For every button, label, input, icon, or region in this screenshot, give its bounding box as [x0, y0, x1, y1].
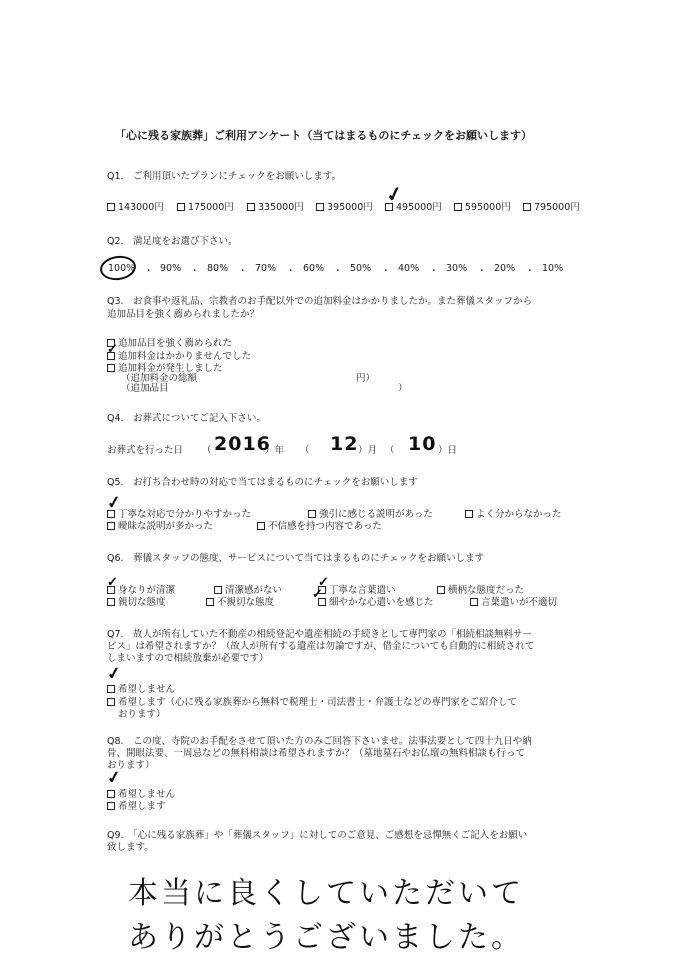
paren-open: （ [385, 445, 395, 456]
q7-option[interactable]: 希望します（心に残る家族葬から無料で税理士・司法書士・弁護士などの専門家をご紹介して [107, 694, 517, 708]
separator: ・ [429, 266, 439, 277]
q7-question-cont: ビス」は希望されますか？（故人が所有する遺産は勿論ですが、借金についても自動的に相続されて [107, 641, 535, 652]
month-value[interactable]: 12 [330, 433, 359, 455]
checkmark-icon: ✓ [105, 663, 123, 685]
checkmark-icon: ✓ [383, 180, 406, 208]
q1-option-checked[interactable]: 495000円 [385, 199, 442, 213]
month-unit: ）月 [358, 445, 378, 456]
separator: ・ [381, 266, 391, 277]
q2-option[interactable]: 10% [542, 263, 564, 274]
q5-option-checked[interactable]: 丁寧な対応で分かりやすかった [107, 506, 251, 520]
year-unit: ）年 [265, 445, 285, 456]
q5-option[interactable]: 不信感を持つ内容であった [257, 518, 382, 532]
handwritten-answer-cont: ありがとうございました。 [128, 920, 524, 955]
q2-option[interactable]: 90% [160, 263, 182, 274]
day-unit: ）日 [438, 445, 458, 456]
q7-option-checked[interactable]: 希望しません [107, 681, 175, 695]
q3-detail-items-close: ） [398, 383, 408, 394]
checkbox[interactable] [257, 522, 265, 530]
q3-question: Q3. お食事や返礼品、宗教者のお手配以外での追加料金はかかりましたか。また葬儀スタッフから [107, 296, 533, 307]
checkmark-icon: ✓ [318, 575, 329, 590]
checkbox[interactable] [308, 510, 316, 518]
q8-option[interactable]: 希望します [107, 798, 166, 812]
separator: ・ [144, 266, 154, 277]
checkbox[interactable] [454, 203, 462, 211]
separator: ・ [286, 266, 296, 277]
handwritten-answer: 本当に良くしていただいて [128, 876, 524, 911]
separator: ・ [190, 266, 200, 277]
q2-option[interactable]: 40% [398, 263, 420, 274]
checkbox[interactable] [107, 685, 115, 693]
q2-option[interactable]: 70% [255, 263, 277, 274]
checkbox[interactable] [465, 510, 473, 518]
separator: ・ [525, 266, 535, 277]
q3-option[interactable]: 追加品目を強く薦められた [107, 335, 232, 349]
q3-option[interactable]: 追加料金が発生しました [107, 360, 223, 374]
checkmark-icon: ✓ [312, 587, 323, 602]
checkbox[interactable] [107, 698, 115, 706]
checkmark-icon: ✓ [107, 575, 118, 590]
checkbox[interactable] [107, 790, 115, 798]
year-value[interactable]: 2016 [214, 433, 271, 455]
q8-question-cont: おります） [107, 760, 155, 771]
checkbox[interactable] [437, 586, 445, 594]
separator: ・ [333, 266, 343, 277]
q6-question: Q6. 葬儀スタッフの態度、サービスについて当てはまるものにチェックをお願いします [107, 553, 485, 564]
checkbox[interactable] [214, 586, 222, 594]
q2-option[interactable]: 50% [350, 263, 372, 274]
q9-question: Q9. 「心に残る家族葬」や「葬儀スタッフ」に対してのご意見、ご感想を忌憚無くご記入をお願い [107, 830, 528, 841]
checkbox[interactable] [247, 203, 255, 211]
q1-option[interactable]: 595000円 [454, 199, 511, 213]
checkbox[interactable] [107, 802, 115, 810]
q1-option[interactable]: 795000円 [523, 199, 580, 213]
separator: ・ [238, 266, 248, 277]
q5-option[interactable]: よく分からなかった [465, 506, 562, 520]
q1-option[interactable]: 143000円 [107, 199, 164, 213]
checkmark-icon: ✓ [105, 767, 123, 789]
q8-question: Q8. この度、寺院のお手配をさせて頂いた方のみご回答下さいませ。法事法要として四十九日や納 [107, 736, 532, 747]
q1-option[interactable]: 335000円 [247, 199, 304, 213]
q9-question-cont: 致します。 [107, 842, 154, 853]
checkbox[interactable] [107, 522, 115, 530]
q6-option[interactable]: 清潔感がない [214, 582, 282, 596]
checkbox[interactable] [107, 364, 115, 372]
q1-option[interactable]: 175000円 [177, 199, 234, 213]
q7-question-cont: しまいますので相続放棄が必要です） [107, 653, 269, 664]
q7-question: Q7. 故人が所有していた不動産の相続登記や遺産相続の手続きとして専門家の「相続相談無料サー [107, 629, 533, 640]
q3-detail-total: （追加料金の総額 [121, 373, 198, 384]
checkbox[interactable] [523, 203, 531, 211]
q6-option[interactable]: 不親切な態度 [206, 594, 274, 608]
q2-question: Q2. 満足度をお選び下さい。 [107, 236, 238, 247]
q1-option[interactable]: 395000円 [316, 199, 373, 213]
page-title: 「心に残る家族葬」ご利用アンケート（当てはまるものにチェックをお願いします） [115, 129, 533, 142]
q5-option[interactable]: 強引に感じる説明があった [308, 506, 433, 520]
paren-open: （ [300, 445, 310, 456]
q5-option[interactable]: 曖昧な説明が多かった [107, 518, 213, 532]
q2-option[interactable]: 30% [446, 263, 468, 274]
q4-label: お葬式を行った日 [107, 445, 184, 456]
q3-question-cont: 追加品目を強く薦められましたか？ [107, 309, 260, 320]
q6-option-checked[interactable]: 身なりが清潔 [107, 582, 175, 596]
q6-option[interactable]: 言葉遣いが不適切 [470, 594, 557, 608]
day-value[interactable]: 10 [408, 433, 437, 455]
checkbox[interactable] [206, 598, 214, 606]
separator: ・ [477, 266, 487, 277]
checkmark-icon: ✓ [105, 492, 123, 514]
q1-question: Q1. ご利用頂いたプランにチェックをお願いします。 [107, 171, 341, 182]
q6-option-checked[interactable]: 細やかな心遣いを感じた [318, 594, 434, 608]
checkbox[interactable] [107, 598, 115, 606]
q8-option-checked[interactable]: 希望しません [107, 786, 175, 800]
q3-detail-total-unit: 円） [356, 373, 376, 384]
q2-option[interactable]: 60% [303, 263, 325, 274]
q6-option[interactable]: 横柄な態度だった [437, 582, 524, 596]
checkbox[interactable] [470, 598, 478, 606]
checkmark-icon: ✓ [107, 342, 118, 357]
q3-option-checked[interactable]: 追加料金はかかりませんでした [107, 348, 251, 362]
q5-question: Q5. お打ち合わせ時の対応で当てはまるものにチェックをお願いします [107, 477, 418, 488]
q7-option-cont: おります） [118, 709, 166, 720]
checkbox[interactable] [177, 203, 185, 211]
q2-option-selected[interactable]: 100% [108, 263, 136, 274]
q6-option[interactable]: 親切な態度 [107, 594, 166, 608]
q8-question-cont: 骨、開眼法要、一周忌などの無料相談は希望されますか？（墓地墓石やお仏壇の無料相談も行って [107, 748, 526, 759]
paren-open: （ [202, 445, 212, 456]
q6-option-checked[interactable]: 丁寧な言葉遣い [318, 582, 396, 596]
q2-option[interactable]: 20% [494, 263, 516, 274]
q2-option[interactable]: 80% [207, 263, 229, 274]
q4-question: Q4. お葬式についてご記入下さい。 [107, 413, 266, 424]
q3-detail-items: （追加品目 [121, 383, 169, 394]
checkbox[interactable] [316, 203, 324, 211]
checkbox[interactable] [107, 203, 115, 211]
